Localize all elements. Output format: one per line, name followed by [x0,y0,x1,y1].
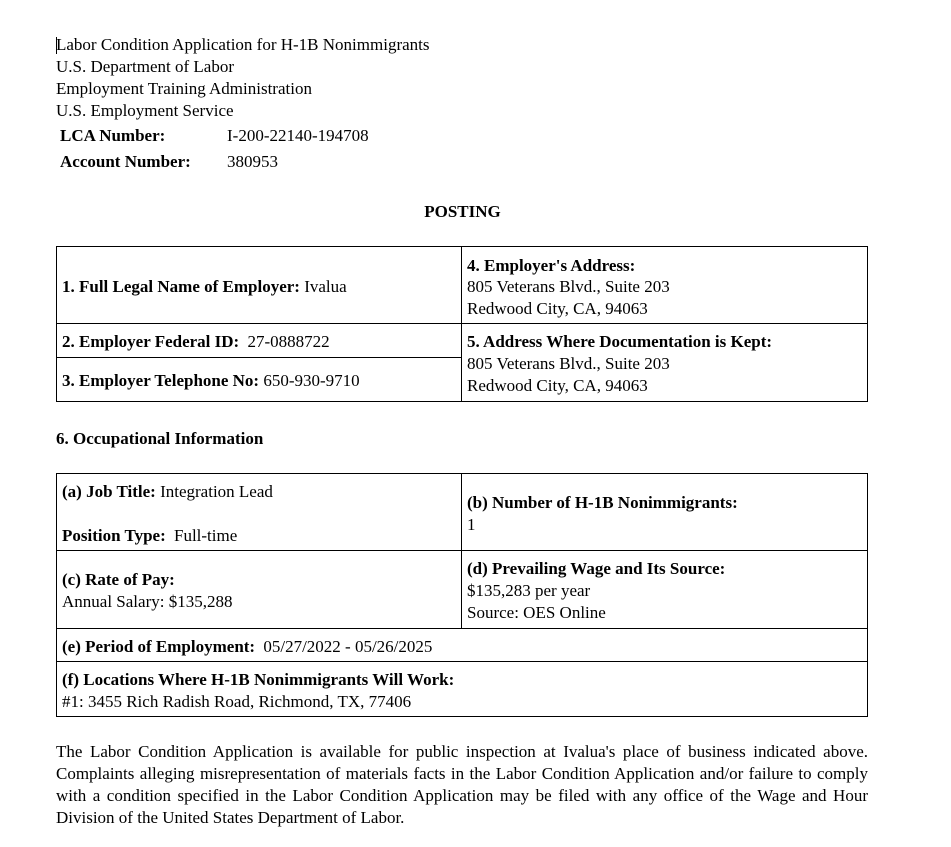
work-locations-label: (f) Locations Where H-1B Nonimmigrants Will Work: [62,670,455,689]
employer-name [62,276,347,298]
public-inspection-notice: The Labor Condition Application is available for public inspection at Ivalua's place of business indicated above. Complaints alleging misrepresentation of materials facts in the Labor Condition Application and/or failure to comply with a condition specified in the Labor Condition Application may be filed with any office of the Wage and Hour Division of the United States Department of Labor. [56,742,868,827]
prevailing-wage-label: (d) Prevailing Wage and Its Source: [467,559,726,578]
employer-address-label: 4. Employer's Address: [467,256,636,275]
number-of-workers-label: (b) Number of H-1B Nonimmigrants: [467,493,738,512]
administration-name: Employment Training Administration [56,79,312,98]
employer-name-label: 1. Full Legal Name of Employer: [62,277,300,296]
position-type-value: Full-time [174,526,238,545]
number-of-workers-value: 1 [467,515,476,534]
account-number-value: 380953 [227,152,278,171]
employer-name-value: Ivalua [304,277,347,296]
occupational-section-title: 6. Occupational Information [56,429,264,448]
employer-address-line1: 805 Veterans Blvd., Suite 203 [467,277,670,296]
employer-address-line2: Redwood City, CA, 94063 [467,299,648,318]
employer-phone [62,370,360,392]
prevailing-wage-source: Source: OES Online [467,603,606,622]
employer-phone-label: 3. Employer Telephone No: [62,371,260,390]
service-name: U.S. Employment Service [56,101,234,120]
posting-title: POSTING [424,202,501,221]
period-of-employment-label: (e) Period of Employment: [62,637,256,656]
rate-of-pay-label: (c) Rate of Pay: [62,570,175,589]
department-name: U.S. Department of Labor [56,57,234,76]
employer-fein-value: 27-0888722 [247,332,330,351]
job-title-label: (a) Job Title: [62,482,156,501]
rate-of-pay-value: Annual Salary: $135,288 [62,592,233,611]
position-type-label: Position Type: [62,526,166,545]
documentation-line2: Redwood City, CA, 94063 [467,376,648,395]
document-title: Labor Condition Application for H-1B Nonimmigrants [56,35,430,54]
employer-fein-label: 2. Employer Federal ID: [62,332,240,351]
documentation-line1: 805 Veterans Blvd., Suite 203 [467,354,670,373]
period-of-employment [62,636,432,658]
lca-number-value: I-200-22140-194708 [227,126,369,145]
work-location-1: #1: 3455 Rich Radish Road, Richmond, TX, 77406 [62,692,412,711]
employer-phone-value: 650-930-9710 [263,371,360,390]
employer-fein [62,331,330,353]
documentation-label: 5. Address Where Documentation is Kept: [467,332,773,351]
account-number-label: Account Number: [60,152,191,171]
job-title [62,481,273,503]
position-type [62,525,237,547]
prevailing-wage-value: $135,283 per year [467,581,591,600]
period-of-employment-value: 05/27/2022 - 05/26/2025 [263,637,433,656]
job-title-value: Integration Lead [160,482,273,501]
lca-number-label: LCA Number: [60,126,166,145]
